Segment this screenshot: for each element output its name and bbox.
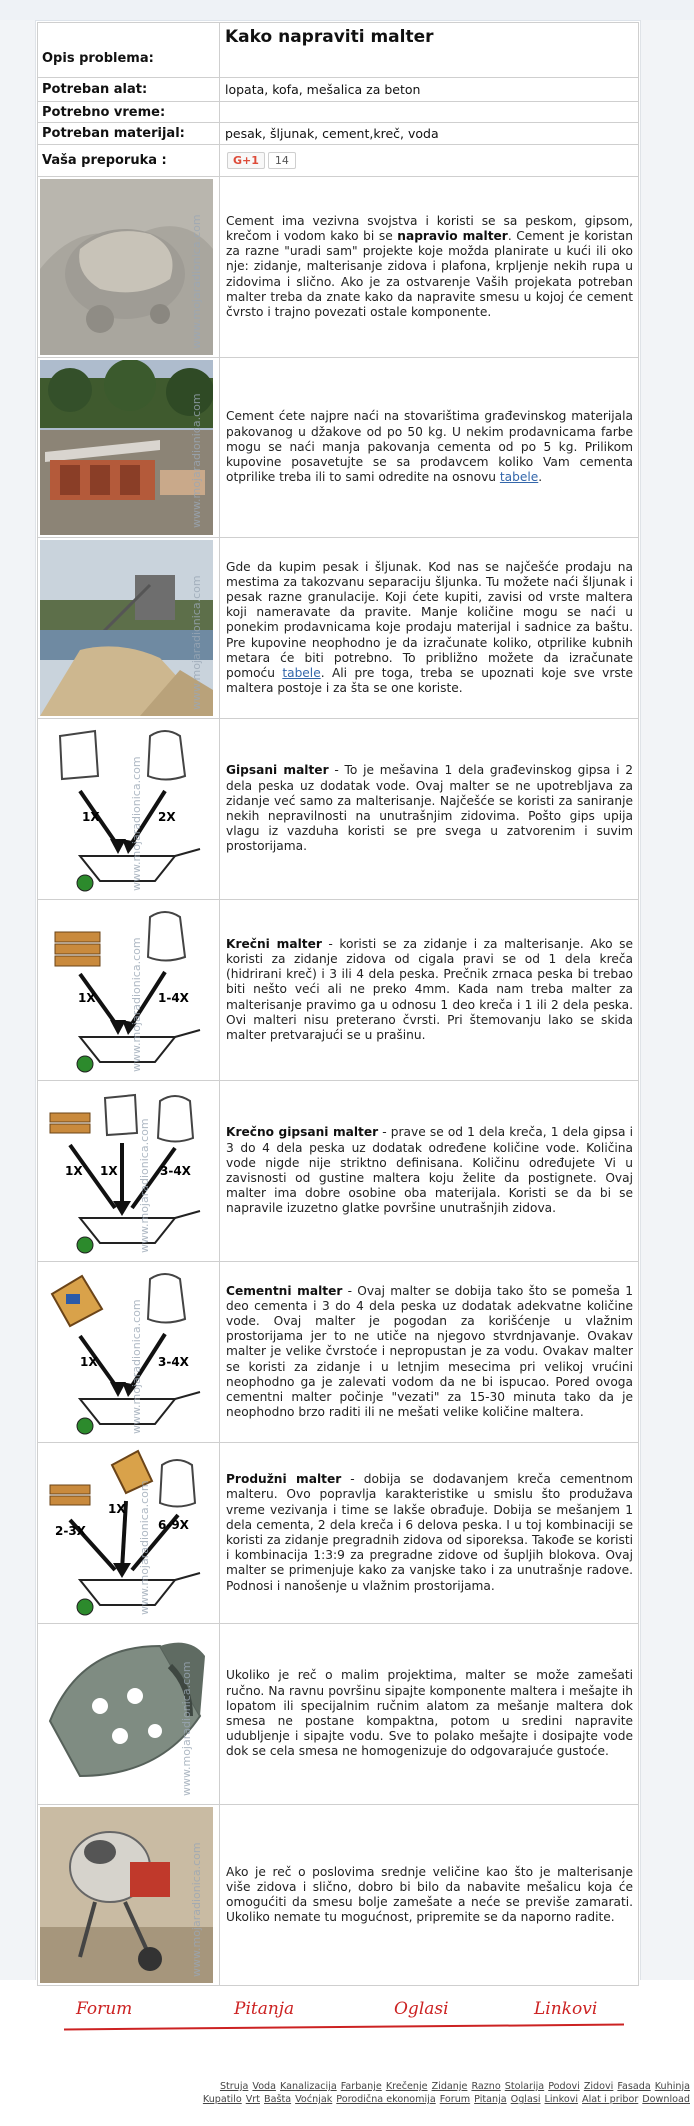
- warehouse-image: [40, 360, 213, 535]
- mixing-tool-image: [40, 1626, 213, 1802]
- title-cell: [220, 23, 639, 78]
- footer-link[interactable]: Stolarija: [504, 2081, 545, 2092]
- ratio-label: 1X: [82, 810, 100, 824]
- footer-link[interactable]: Kupatilo: [202, 2094, 242, 2105]
- footer-line: [190, 2080, 690, 2093]
- cement-intro-text: [220, 177, 639, 358]
- row-preporuka: [38, 145, 639, 177]
- watermark: www.mojaradionica.com: [190, 393, 203, 528]
- ratio-label: 1X: [80, 1355, 98, 1369]
- nav-pitanja[interactable]: Pitanja: [234, 1999, 295, 2019]
- materijal-value: pesak, šljunak, cement,kreč, voda: [220, 123, 639, 145]
- footer-link[interactable]: Porodična ekonomija: [336, 2094, 436, 2105]
- image-cell: [38, 1805, 220, 1986]
- right-margin: [640, 20, 694, 1980]
- tabele-link[interactable]: tabele: [499, 470, 539, 485]
- ratio-label: 1X: [65, 1164, 83, 1178]
- row-gipsani: [38, 719, 639, 900]
- lime-mix-diagram: [40, 902, 213, 1078]
- watermark: www.mojaradionica.com: [130, 1299, 143, 1434]
- text-part: Gde da kupim pesak i šljunak. Kod nas se najčešće prodaju na mestima za takozvanu separaciju šljunka. Tu možete naći šljunak i pesak razne granulacije. Koji ćete kupiti, zavisi od vrste maltera koji nameravate da pravite. Manje količine mogu se naći u ponekim prodavnicama koje prodaju materijal i sadnice za baštu. Pre kupovine neophodno je da izračunate koliko, otprilike kubnih metara će biti potrebno. To približno možete da izračunate pomoću: [226, 559, 633, 680]
- mortar-type-title: Cementni malter: [226, 1283, 343, 1298]
- row-vreme: [38, 102, 639, 123]
- watermark: www.mojaradionica.com: [190, 575, 203, 710]
- mortar-type-title: Gipsani malter: [226, 763, 329, 778]
- buy-sand-text: [220, 538, 639, 719]
- gypsum-mix-diagram: [40, 721, 213, 897]
- ratio-label: 1X: [108, 1502, 126, 1516]
- watermark: www.mojaradionica.com: [190, 214, 203, 349]
- footer-link[interactable]: Zidovi: [583, 2081, 614, 2092]
- produzni-text: [220, 1443, 639, 1624]
- image-cell: [38, 177, 220, 358]
- gravel-site-image: [40, 540, 213, 716]
- watermark: www.mojaradionica.com: [190, 1842, 203, 1977]
- image-cell: [38, 1624, 220, 1805]
- watermark: www.mojaradionica.com: [130, 937, 143, 1072]
- image-cell: [38, 1262, 220, 1443]
- footer-link[interactable]: Kuhinja: [654, 2081, 690, 2092]
- footer-link[interactable]: Pitanja: [474, 2094, 507, 2105]
- footer-link[interactable]: Download: [642, 2094, 690, 2105]
- cement-mix-diagram: [40, 1264, 213, 1440]
- footer-link[interactable]: Kanalizacija: [280, 2081, 337, 2092]
- nav-forum[interactable]: Forum: [76, 1999, 133, 2019]
- footer-link[interactable]: Farbanje: [340, 2081, 382, 2092]
- footer-link[interactable]: Fasada: [617, 2081, 651, 2092]
- row-materijal: [38, 123, 639, 145]
- recommend-cell: [220, 145, 639, 177]
- lime-gypsum-mix-diagram: [40, 1083, 213, 1259]
- image-cell: [38, 538, 220, 719]
- footer-link[interactable]: Alat i pribor: [582, 2094, 639, 2105]
- ratio-label: 3-4X: [160, 1164, 191, 1178]
- text-part: - prave se od 1 dela kreča, 1 dela gipsa i 3 do 4 dela peska uz dodatak određene količine vode. Količina vode nigde nije striktno definisana. Količinu određujete Vi u zavisnosti od gustine maltera koju želite da postignete. Ovaj malter ima dobre osobine oba materijala. Koristi se da bi se napravile izuzetno glatke površine unutrašnjih zidova.: [226, 1125, 633, 1216]
- krecno-gipsani-text: [220, 1081, 639, 1262]
- footer-link[interactable]: Krečenje: [385, 2081, 428, 2092]
- opis-label: Opis problema:: [38, 23, 220, 78]
- row-cement-intro: [38, 177, 639, 358]
- footer-links: [190, 2080, 690, 2106]
- ratio-label: 2-3X: [55, 1524, 86, 1538]
- vreme-value: [220, 102, 639, 123]
- row-opis: [38, 23, 639, 78]
- text-part: Cement ćete najpre naći na stovarištima građevinskog materijala pakovanog u džakove od po 50 kg. U nekim prodavnicama farbe mogu se naći manja pakovanja cementa od po 5 kg. Prilikom kupovine posavetujte se sa prodavcem koliko Vam cementa otprilike treba ili to sami odredite na osnovu: [226, 409, 633, 485]
- top-strip: [0, 0, 694, 21]
- row-krecni: [38, 900, 639, 1081]
- image-cell: [38, 358, 220, 538]
- footer-link[interactable]: Voćnjak: [295, 2094, 333, 2105]
- footer-link[interactable]: Podovi: [548, 2081, 580, 2092]
- tabele-link[interactable]: tabele: [282, 666, 321, 680]
- footer-link[interactable]: Oglasi: [510, 2094, 541, 2105]
- alat-label: Potreban alat:: [38, 78, 220, 102]
- row-krecno-gipsani: [38, 1081, 639, 1262]
- gipsani-text: [220, 719, 639, 900]
- bottom-nav: [64, 1999, 644, 2039]
- footer-link[interactable]: Forum: [439, 2094, 471, 2105]
- text-part: .: [538, 470, 543, 485]
- ratio-label: 2X: [158, 810, 176, 824]
- footer-link[interactable]: Struja: [219, 2081, 249, 2092]
- vreme-label: Potrebno vreme:: [38, 102, 220, 123]
- mortar-type-title: Krečni malter: [226, 936, 322, 951]
- watermark: www.mojaradionica.com: [138, 1118, 151, 1253]
- watermark: www.mojaradionica.com: [130, 756, 143, 891]
- text-part: - dobija se dodavanjem kreča cementnom malteru. Ovo popravlja karakteristike u smislu što produžava vreme vezivanja i time se lakše obrađuje. Dobija se mešanjem 1 dela cementa, 2 dela kreča i 6 delova peska. I u toj kombinaciji se koristi za zidanje pregradnih zidova od siporeksa. Takođe se koristi i kombinacija 1:3:9 za pregradne zidove od šupljih blokova. Ovaj malter se primenjuje kako za vanjske tako i za unutrašnje radove. Podnosi i nanošenje u vlažnim prostorijama.: [226, 1472, 633, 1593]
- ratio-label: 3-4X: [158, 1355, 189, 1369]
- image-cell: [38, 719, 220, 900]
- left-margin: [0, 20, 36, 1980]
- footer-link[interactable]: Voda: [252, 2081, 277, 2092]
- gplus-button[interactable]: G+1: [227, 152, 265, 169]
- nav-underline: [64, 2024, 624, 2031]
- highlight: napravio malter: [397, 228, 508, 243]
- mortar-type-title: Krečno gipsani malter: [226, 1125, 379, 1140]
- footer-link[interactable]: Zidanje: [431, 2081, 468, 2092]
- row-alat: [38, 78, 639, 102]
- nav-linkovi[interactable]: Linkovi: [534, 1999, 598, 2019]
- cement-powder-image: [40, 179, 213, 355]
- ratio-label: 1X: [100, 1164, 118, 1178]
- footer-link[interactable]: Linkovi: [544, 2094, 579, 2105]
- watermark: www.mojaradionica.com: [180, 1661, 193, 1796]
- gplus-count: 14: [268, 152, 296, 169]
- footer-line: [190, 2093, 690, 2106]
- hand-mixing-text: Ukoliko je reč o malim projektima, malter se može zamešati ručno. Na ravnu površinu sipajte komponente maltera i mešajte ih lopatom ili specijalnim ručnim alatom za mešanje maltera dok smesa ne postane kompaktna, potom u sredini napravite udubljenje i sipajte vodu. Sve to polako mešajte i dosipajte vode dok se cela smesa ne homogenizuje do odgovarajuće gustoće.: [220, 1624, 639, 1805]
- cementni-text: [220, 1262, 639, 1443]
- concrete-mixer-image: [40, 1807, 213, 1983]
- mixer-text: Ako je reč o poslovima srednje veličine kao što je malterisanje više zidova i slično, dobro bi bilo da nabavite mešalicu koja će omogućiti da smesu bolje zamešate a neće se previše zamarati. Ukoliko nemate tu mogućnost, pripremite se da naporno radite.: [220, 1805, 639, 1986]
- row-buy-sand: [38, 538, 639, 719]
- nav-oglasi[interactable]: Oglasi: [394, 1999, 449, 2019]
- article-table: [37, 22, 639, 1986]
- image-cell: [38, 900, 220, 1081]
- text-part: Cement ima vezivna svojstva i koristi se sa peskom, gipsom, krečom i vodom kako bi se: [226, 213, 633, 243]
- ratio-label: 6-9X: [158, 1518, 189, 1532]
- page-title: Kako napraviti malter: [225, 27, 434, 47]
- row-hand-mixing: [38, 1624, 639, 1805]
- ratio-label: 1X: [78, 991, 96, 1005]
- image-cell: [38, 1443, 220, 1624]
- row-mixer: [38, 1805, 639, 1986]
- materijal-label: Potreban materijal:: [38, 123, 220, 145]
- row-produzni: [38, 1443, 639, 1624]
- text-part: - koristi se za zidanje i za malterisanje. Ako se koristi za zidanje zidova od cigala pravi se od 1 dela kreča (hidrirani kreč) i 3 ili 4 dela peska. Prečnik zrnaca peska bi trebao biti nešto veći ali ne preko 4mm. Kada nam treba malter za malterisanje pravimo ga u odnosu 1 deo kreča i 1 ili 2 dela peska. Ovi malteri nisu preterano čvrsti. Pri štemovanju lako se skida malter pretvarajući se u prašinu.: [226, 936, 633, 1042]
- text-part: - Ovaj malter se dobija tako što se pomeša 1 deo cementa i 3 do 4 dela peska uz dodatak adekvatne količine vode. Ovaj malter je pogodan za korišćenje u vlažnim prostorijama jer to ne utiče na njegovo stvrdnjavanje. Ovakav malter je velike čvrstoće i nepropustan je za vodu. Ovakav malter se koristi za zidanje i u letnjim mesecima pri velikoj vrućini neophodno ga je zalevati vodom da ne bi ispucao. Pored ovoga cementni malter počinje "vezati" za 15-30 minuta tako da je neophodno brzo raditi ili ne mešati velike količine maltera.: [226, 1283, 633, 1420]
- row-cementni: [38, 1262, 639, 1443]
- image-cell: [38, 1081, 220, 1262]
- text-part: . Ali pre toga, treba se upoznati koje sve vrste maltera postoje i za šta se one koriste.: [226, 666, 633, 696]
- footer-link[interactable]: Bašta: [264, 2094, 292, 2105]
- text-part: - To je mešavina 1 dela građevinskog gipsa i 2 dela peska uz dodatak vode. Ovaj malter se ne upotrebljava za zidanje već samo za malterisanje. Najčešće se koristi za saniranje nekih nepravilnosti na unutrašnjim zidovima. Pošto gips upija vlagu iz vazduha koristi se pre svega u zatvorenim i suvim prostorijama.: [226, 763, 633, 854]
- ratio-label: 1-4X: [158, 991, 189, 1005]
- row-buy-cement: [38, 358, 639, 538]
- mortar-type-title: Produžni malter: [226, 1472, 342, 1487]
- krecni-text: [220, 900, 639, 1081]
- alat-value: lopata, kofa, mešalica za beton: [220, 78, 639, 102]
- footer-link[interactable]: Vrt: [245, 2094, 260, 2105]
- extended-mix-diagram: [40, 1445, 213, 1621]
- preporuka-label: Vaša preporuka :: [38, 145, 220, 177]
- text-part: . Cement je koristan za razne "uradi sam" projekte koje možda planirate u kući ili oko nje: zidanje, malterisanje zidova i plafona, krpljenje nekih rupa u zidovima i slično. Ako je za ostvarenje Vaših projekata potreban malter treba da znate kako da napravite smesu u kojoj će cement čvrsto i trajno povezati ostale komponente.: [226, 228, 633, 319]
- buy-cement-text: [220, 358, 639, 538]
- footer-link[interactable]: Razno: [471, 2081, 501, 2092]
- watermark: www.mojaradionica.com: [138, 1480, 151, 1615]
